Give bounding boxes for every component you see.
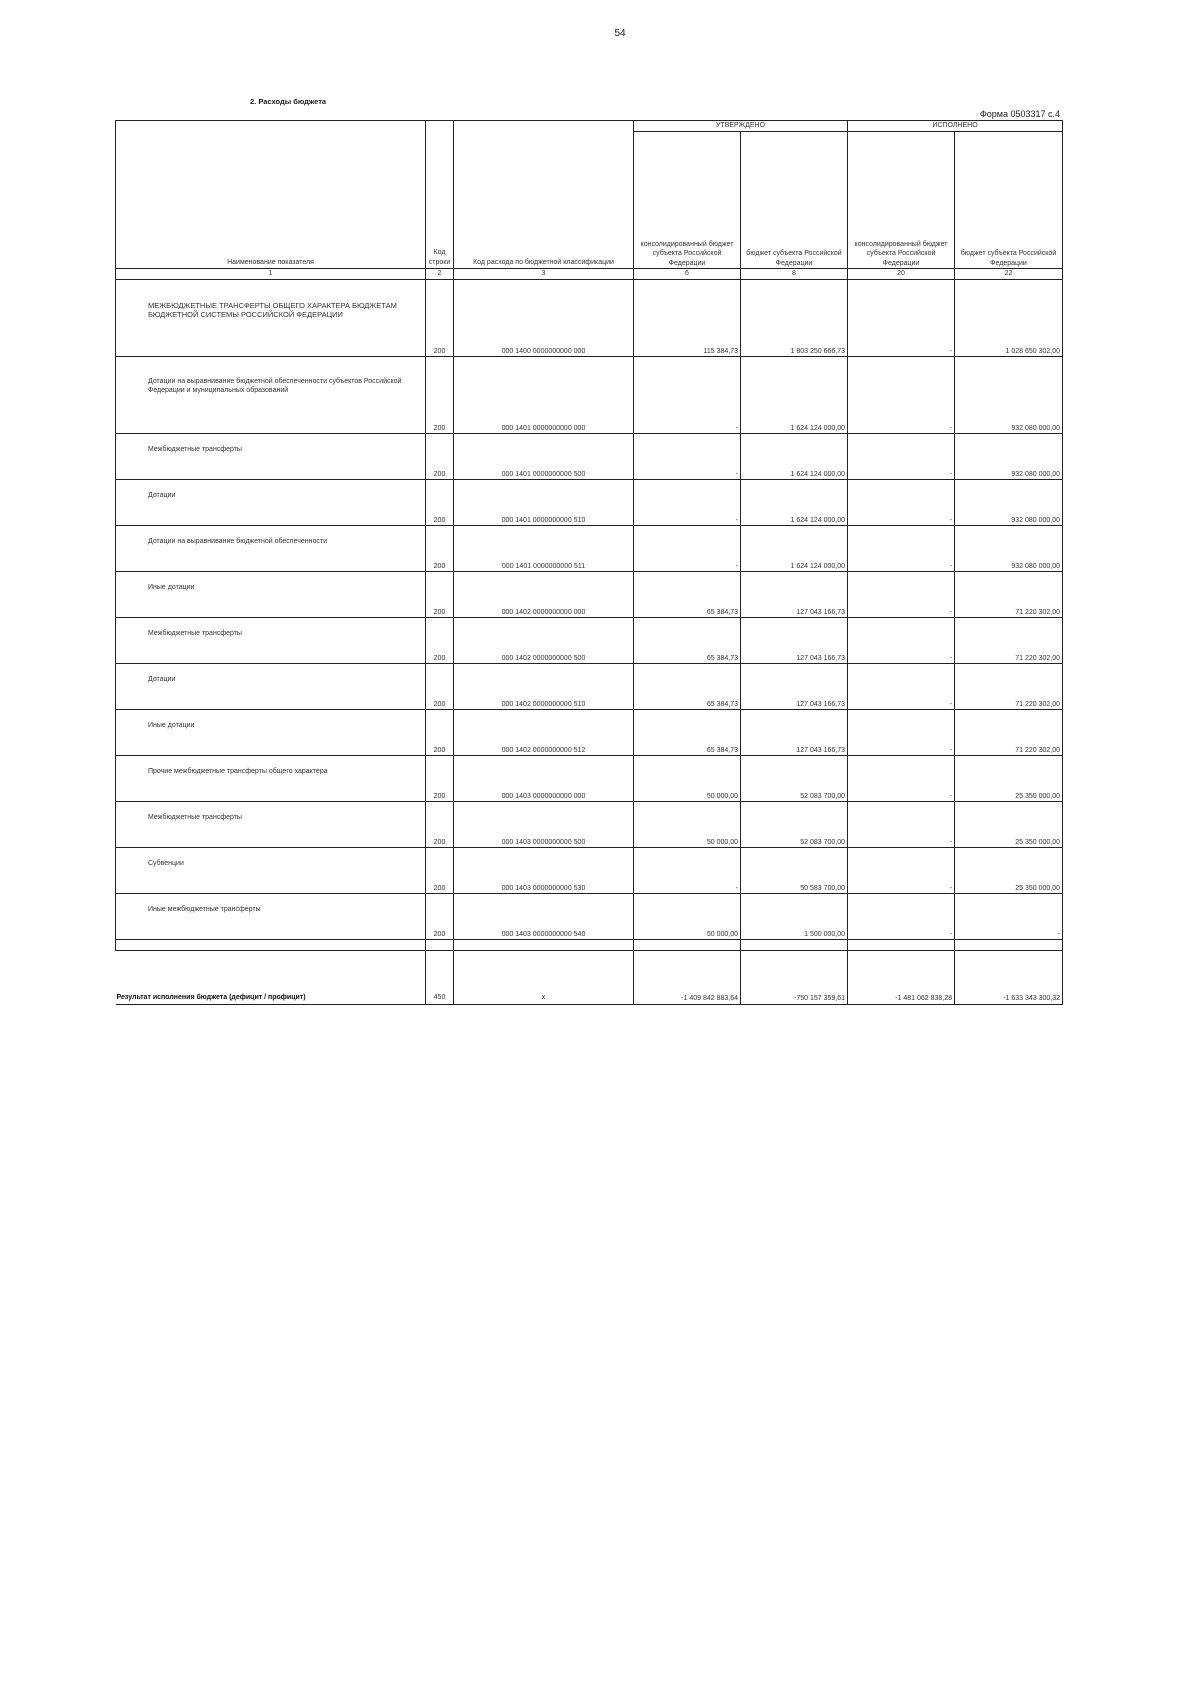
row-subj-approved: 1 624 124 000,00 — [741, 357, 848, 434]
row-cons-executed: - — [848, 618, 955, 664]
row-subj-executed: 932 080 000,00 — [955, 480, 1063, 526]
header-group-row — [116, 121, 1063, 132]
column-number: 3 — [454, 269, 634, 280]
header-name: Наименование показателя — [116, 121, 426, 269]
row-cons-approved: - — [634, 480, 741, 526]
row-subj-approved: 1 624 124 000,00 — [741, 434, 848, 480]
row-subj-executed: - — [955, 894, 1063, 940]
row-subj-executed: 71 220 302,00 — [955, 618, 1063, 664]
row-subj-executed: 932 080 000,00 — [955, 434, 1063, 480]
row-code: 200 — [426, 710, 454, 756]
result-name: Результат исполнения бюджета (дефицит / профицит) — [116, 951, 426, 1005]
row-code: 200 — [426, 664, 454, 710]
table-row — [116, 618, 1063, 664]
row-class-code: 000 1402 0000000000 500 — [454, 618, 634, 664]
result-cons-approved: -1 409 842 883,64 — [634, 951, 741, 1005]
section-title: 2. Расходы бюджета — [250, 97, 327, 106]
row-class-code: 000 1402 0000000000 512 — [454, 710, 634, 756]
row-class-code: 000 1403 0000000000 500 — [454, 802, 634, 848]
table-row — [116, 848, 1063, 894]
row-subj-approved: 127 043 166,73 — [741, 710, 848, 756]
row-subj-approved: 1 500 000,00 — [741, 894, 848, 940]
row-code: 200 — [426, 894, 454, 940]
row-subj-executed: 71 220 302,00 — [955, 664, 1063, 710]
row-cons-approved: - — [634, 526, 741, 572]
table-row — [116, 802, 1063, 848]
row-name: Межбюджетные трансферты — [116, 434, 426, 480]
row-name: Иные межбюджетные трансферты — [116, 894, 426, 940]
row-class-code: 000 1401 0000000000 000 — [454, 357, 634, 434]
table-row — [116, 572, 1063, 618]
result-row — [116, 951, 1063, 1005]
row-cons-executed: - — [848, 357, 955, 434]
row-subj-executed: 25 350 000,00 — [955, 848, 1063, 894]
row-code: 200 — [426, 280, 454, 357]
row-cons-executed: - — [848, 280, 955, 357]
expenditures-table — [115, 120, 1063, 1005]
column-number: 2 — [426, 269, 454, 280]
row-cons-executed: - — [848, 894, 955, 940]
row-cons-approved: 115 384,73 — [634, 280, 741, 357]
form-code: Форма 0503317 с.4 — [979, 109, 1060, 119]
table-row — [116, 894, 1063, 940]
row-cons-executed: - — [848, 434, 955, 480]
row-name: Межбюджетные трансферты — [116, 618, 426, 664]
row-subj-executed: 71 220 302,00 — [955, 572, 1063, 618]
result-row-code: 450 — [426, 951, 454, 1005]
row-name: Субвенции — [116, 848, 426, 894]
row-code: 200 — [426, 848, 454, 894]
row-subj-executed: 71 220 302,00 — [955, 710, 1063, 756]
row-class-code: 000 1402 0000000000 510 — [454, 664, 634, 710]
row-cons-executed: - — [848, 802, 955, 848]
row-name: Дотации на выравнивание бюджетной обеспеченности — [116, 526, 426, 572]
row-code: 200 — [426, 480, 454, 526]
table-row — [116, 480, 1063, 526]
result-subj-approved: -750 157 359,61 — [741, 951, 848, 1005]
row-code: 200 — [426, 526, 454, 572]
row-code: 200 — [426, 572, 454, 618]
row-cons-executed: - — [848, 480, 955, 526]
table-spacer — [116, 940, 1063, 951]
row-subj-approved: 127 043 166,73 — [741, 664, 848, 710]
column-number: 6 — [634, 269, 741, 280]
row-name: МЕЖБЮДЖЕТНЫЕ ТРАНСФЕРТЫ ОБЩЕГО ХАРАКТЕРА БЮДЖЕТАМ БЮДЖЕТНОЙ СИСТЕМЫ РОССИЙСКОЙ ФЕДЕРАЦИИ — [116, 280, 426, 357]
header-class-code: Код расхода по бюджетной классификации — [454, 121, 634, 269]
header-group-approved: УТВЕРЖДЕНО — [634, 121, 848, 132]
column-number-row — [116, 269, 1063, 280]
row-name: Дотации — [116, 480, 426, 526]
header-cons-approved: консолидированный бюджет субъекта Российской Федерации — [634, 132, 741, 269]
row-code: 200 — [426, 618, 454, 664]
table-row — [116, 434, 1063, 480]
row-name: Межбюджетные трансферты — [116, 802, 426, 848]
row-class-code: 000 1400 0000000000 000 — [454, 280, 634, 357]
row-cons-executed: - — [848, 572, 955, 618]
row-cons-executed: - — [848, 848, 955, 894]
row-subj-approved: 1 803 250 666,73 — [741, 280, 848, 357]
header-subj-executed: бюджет субъекта Российской Федерации — [955, 132, 1063, 269]
result-cons-executed: -1 481 062 838,28 — [848, 951, 955, 1005]
row-subj-approved: 127 043 166,73 — [741, 618, 848, 664]
row-subj-approved: 52 083 700,00 — [741, 756, 848, 802]
table-row — [116, 756, 1063, 802]
row-class-code: 000 1401 0000000000 510 — [454, 480, 634, 526]
row-cons-approved: 65 384,73 — [634, 572, 741, 618]
row-cons-executed: - — [848, 526, 955, 572]
row-name: Иные дотации — [116, 710, 426, 756]
row-name: Прочие межбюджетные трансферты общего характера — [116, 756, 426, 802]
row-subj-executed: 25 350 000,00 — [955, 802, 1063, 848]
row-cons-executed: - — [848, 756, 955, 802]
column-number: 1 — [116, 269, 426, 280]
row-class-code: 000 1403 0000000000 540 — [454, 894, 634, 940]
row-code: 200 — [426, 357, 454, 434]
row-cons-executed: - — [848, 664, 955, 710]
row-subj-approved: 50 583 700,00 — [741, 848, 848, 894]
row-cons-approved: 65 384,73 — [634, 664, 741, 710]
row-code: 200 — [426, 802, 454, 848]
row-name: Иные дотации — [116, 572, 426, 618]
row-cons-approved: 50 000,00 — [634, 894, 741, 940]
row-cons-approved: 65 384,73 — [634, 710, 741, 756]
row-code: 200 — [426, 756, 454, 802]
row-cons-approved: 50 000,00 — [634, 802, 741, 848]
row-name: Дотации — [116, 664, 426, 710]
column-number: 8 — [741, 269, 848, 280]
row-code: 200 — [426, 434, 454, 480]
table-row — [116, 280, 1063, 357]
page-number: 54 — [614, 28, 626, 39]
row-cons-executed: - — [848, 710, 955, 756]
row-subj-executed: 932 080 000,00 — [955, 526, 1063, 572]
row-cons-approved: 65 384,73 — [634, 618, 741, 664]
row-subj-approved: 1 624 124 000,00 — [741, 480, 848, 526]
row-class-code: 000 1403 0000000000 000 — [454, 756, 634, 802]
row-subj-executed: 932 080 000,00 — [955, 357, 1063, 434]
row-class-code: 000 1401 0000000000 511 — [454, 526, 634, 572]
header-cons-executed: консолидированный бюджет субъекта Российской Федерации — [848, 132, 955, 269]
row-class-code: 000 1401 0000000000 500 — [454, 434, 634, 480]
table-row — [116, 710, 1063, 756]
row-subj-executed: 1 028 650 302,00 — [955, 280, 1063, 357]
result-class-code: x — [454, 951, 634, 1005]
header-subj-approved: бюджет субъекта Российской Федерации — [741, 132, 848, 269]
table-row — [116, 664, 1063, 710]
row-subj-approved: 127 043 166,73 — [741, 572, 848, 618]
header-group-executed: ИСПОЛНЕНО — [848, 121, 1063, 132]
column-number: 22 — [955, 269, 1063, 280]
column-number: 20 — [848, 269, 955, 280]
table-row — [116, 357, 1063, 434]
row-cons-approved: 50 000,00 — [634, 756, 741, 802]
row-class-code: 000 1402 0000000000 000 — [454, 572, 634, 618]
result-subj-executed: -1 633 343 300,32 — [955, 951, 1063, 1005]
row-name: Дотации на выравнивание бюджетной обеспеченности субъектов Российской Федерации и муниципальных образований — [116, 357, 426, 434]
row-class-code: 000 1403 0000000000 530 — [454, 848, 634, 894]
row-cons-approved: - — [634, 434, 741, 480]
header-row-code: Код строки — [426, 121, 454, 269]
row-subj-approved: 52 083 700,00 — [741, 802, 848, 848]
row-subj-executed: 25 350 000,00 — [955, 756, 1063, 802]
table-row — [116, 526, 1063, 572]
row-cons-approved: - — [634, 848, 741, 894]
row-cons-approved: - — [634, 357, 741, 434]
row-subj-approved: 1 624 124 000,00 — [741, 526, 848, 572]
